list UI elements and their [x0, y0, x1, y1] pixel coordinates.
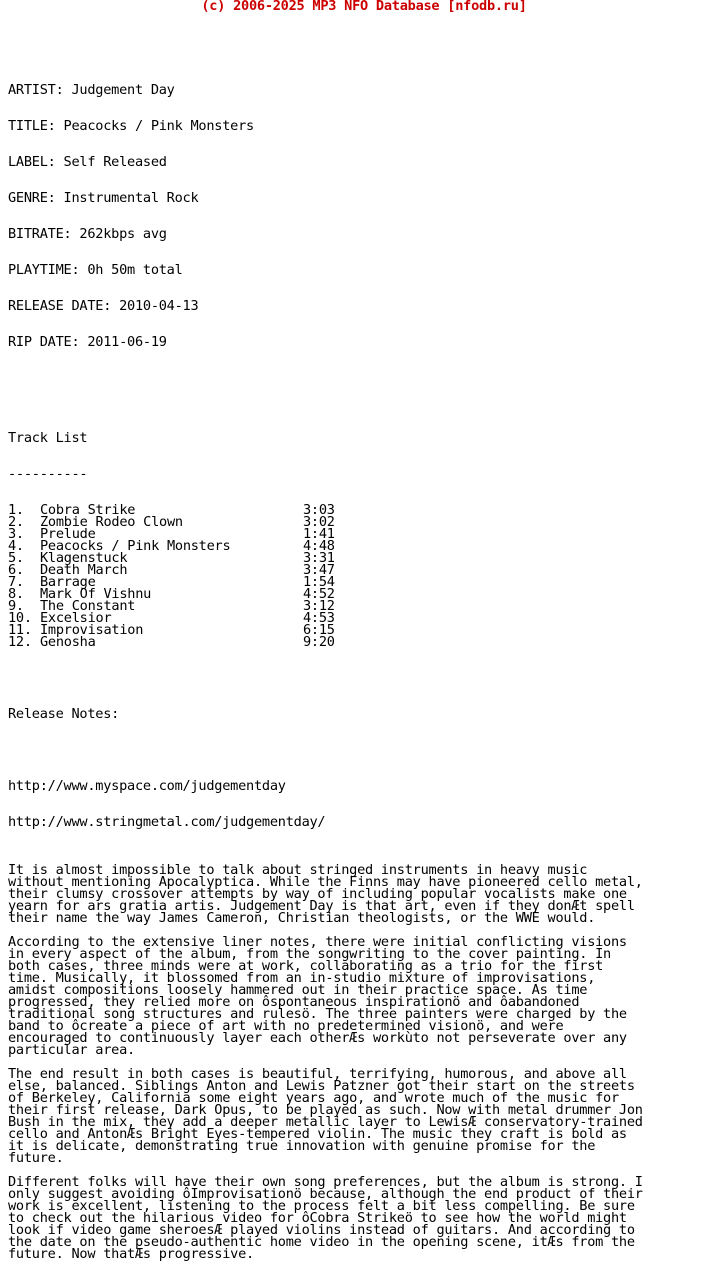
- spacer-line: [8, 672, 643, 684]
- review-line: both cases, three minds were at work, collaborating as a trio for the first: [8, 958, 604, 974]
- review-line: time. Musically, it blossomed from an in-studio mixture of improvisations,: [8, 970, 596, 986]
- review-line: Different folks will have their own song preferences, but the album is strong. I: [8, 1174, 643, 1190]
- track-number: 3.: [8, 526, 24, 542]
- track-title: Mark Of Vishnu: [40, 586, 152, 602]
- header-rip-date: RIP DATE: 2011-06-19: [8, 334, 167, 350]
- track-number: 4.: [8, 538, 24, 554]
- track-number: 7.: [8, 574, 24, 590]
- review-line: their name the way James Cameron, Christian theologists, or the WWE would.: [8, 910, 596, 926]
- review-line: else, balanced. Siblings Anton and Lewis Patzner got their start on the streets: [8, 1078, 635, 1094]
- header-bitrate: BITRATE: 262kbps avg: [8, 226, 167, 242]
- track-number: 6.: [8, 562, 24, 578]
- track-time: 4:53: [303, 610, 335, 626]
- review-line: cello and AntonÆs Bright Eyes-tempered violin. The music they craft is bold as: [8, 1126, 627, 1142]
- track-title: Cobra Strike: [40, 502, 136, 518]
- track-number: 12.: [8, 634, 32, 650]
- track-time: 1:41: [303, 526, 335, 542]
- track-time: 4:52: [303, 586, 335, 602]
- header-label: LABEL: Self Released: [8, 154, 167, 170]
- track-time: 3:02: [303, 514, 335, 530]
- review-line: According to the extensive liner notes, there were initial conflicting visions: [8, 934, 627, 950]
- track-time: 1:54: [303, 574, 335, 590]
- review-line: Bush in the mix, they add a deeper metallic layer to LewisÆ conservatory-trained: [8, 1114, 643, 1130]
- review-line: it is delicate, demonstrating true innovation with genuine promise for the: [8, 1138, 596, 1154]
- spacer-line: [8, 744, 643, 756]
- spacer-line: [8, 1056, 643, 1068]
- track-title: The Constant: [40, 598, 136, 614]
- track-list: [8, 504, 643, 648]
- track-number: 11.: [8, 622, 32, 638]
- release-header: [8, 60, 643, 372]
- track-time: 4:48: [303, 538, 335, 554]
- track-number: 8.: [8, 586, 24, 602]
- review-line: to check out the hilarious video for ôCobra Strikeö to see how the world might: [8, 1210, 627, 1226]
- review-line: only suggest avoiding ôImprovisationö because, although the end product of their: [8, 1186, 643, 1202]
- spacer-line: [8, 924, 643, 936]
- review-line: look if video game sheroesÆ played violins instead of guitars. And according to: [8, 1222, 635, 1238]
- track-number: 1.: [8, 502, 24, 518]
- track-title: Death March: [40, 562, 128, 578]
- track-title: Peacocks / Pink Monsters: [40, 538, 231, 554]
- spacer-line: [8, 24, 643, 36]
- header-title: TITLE: Peacocks / Pink Monsters: [8, 118, 254, 134]
- review-line: work is excellent, listening to the process felt a bit less compelling. Be sure: [8, 1198, 635, 1214]
- review-line: their clumsy crossover attempts by way of including popular vocalists make one: [8, 886, 627, 902]
- review-paragraph: [8, 1068, 643, 1164]
- link-stringmetal: http://www.stringmetal.com/judgementday/: [8, 814, 326, 830]
- track-number: 5.: [8, 550, 24, 566]
- review-paragraph: [8, 1176, 643, 1260]
- header-release-date: RELEASE DATE: 2010-04-13: [8, 298, 199, 314]
- review-line: without mentioning Apocalyptica. While the Finns may have pioneered cello metal,: [8, 874, 643, 890]
- track-time: 3:47: [303, 562, 335, 578]
- header-playtime: PLAYTIME: 0h 50m total: [8, 262, 183, 278]
- track-number: 9.: [8, 598, 24, 614]
- header-genre: GENRE: Instrumental Rock: [8, 190, 199, 206]
- review-line: traditional song structures and rulesö. The three painters were charged by the: [8, 1006, 627, 1022]
- review-line: the date on the pseudo-authentic home video in the opening scene, itÆs from the: [8, 1234, 635, 1250]
- track-title: Genosha: [40, 634, 96, 650]
- review-paragraph: [8, 864, 643, 924]
- review-line: particular area.: [8, 1042, 135, 1058]
- tracklist-heading: Track List: [8, 430, 88, 446]
- review-line: encouraged to continuously layer each otherÆs workùto not perseverate over any: [8, 1030, 627, 1046]
- spacer-line: [8, 1164, 643, 1176]
- review-line: band to ôcreate a piece of art with no predetermined visionö, and were: [8, 1018, 564, 1034]
- review-line: amidst compositions loosely hammered out in their practice space. As time: [8, 982, 588, 998]
- track-time: 3:31: [303, 550, 335, 566]
- review-line: It is almost impossible to talk about stringed instruments in heavy music: [8, 862, 588, 878]
- tracklist-underline: ----------: [8, 466, 88, 482]
- track-title: Barrage: [40, 574, 96, 590]
- review-line: in every aspect of the album, from the songwriting to the cover painting. In: [8, 946, 611, 962]
- track-time: 6:15: [303, 622, 335, 638]
- link-myspace: http://www.myspace.com/judgementday: [8, 778, 286, 794]
- nfo-text-block: [8, 0, 643, 1272]
- review-line: their first release, Dark Opus, to be played as such. Now with metal drummer Jon: [8, 1102, 643, 1118]
- track-title: Improvisation: [40, 622, 144, 638]
- track-title: Excelsior: [40, 610, 112, 626]
- review-line: future. Now thatÆs progressive.: [8, 1246, 254, 1262]
- track-time: 3:03: [303, 502, 335, 518]
- review-line: The end result in both cases is beautiful, terrifying, humorous, and above all: [8, 1066, 627, 1082]
- track-number: 2.: [8, 514, 24, 530]
- review-paragraph: [8, 936, 643, 1056]
- review-line: of Berkeley, California some eight years ago, and wrote much of the music for: [8, 1090, 619, 1106]
- nfodb-banner: (c) 2006-2025 MP3 NFO Database [nfodb.ru]: [201, 0, 527, 14]
- spacer-line: [8, 396, 643, 408]
- track-title: Prelude: [40, 526, 96, 542]
- review-line: future.: [8, 1150, 64, 1166]
- review-line: progressed, they relied more on ôspontaneous inspirationö and ôabandoned: [8, 994, 580, 1010]
- release-notes-heading: Release Notes:: [8, 706, 120, 722]
- review-body: [8, 852, 643, 1260]
- track-time: 9:20: [303, 634, 335, 650]
- track-number: 10.: [8, 610, 32, 626]
- track-title: Zombie Rodeo Clown: [40, 514, 183, 530]
- track-time: 3:12: [303, 598, 335, 614]
- header-artist: ARTIST: Judgement Day: [8, 82, 175, 98]
- track-title: Klagenstuck: [40, 550, 128, 566]
- review-line: yearn for ars gratia artis. Judgement Day is that art, even if they donÆt spell: [8, 898, 635, 914]
- spacer-line: [8, 852, 643, 864]
- track-row: [8, 636, 643, 648]
